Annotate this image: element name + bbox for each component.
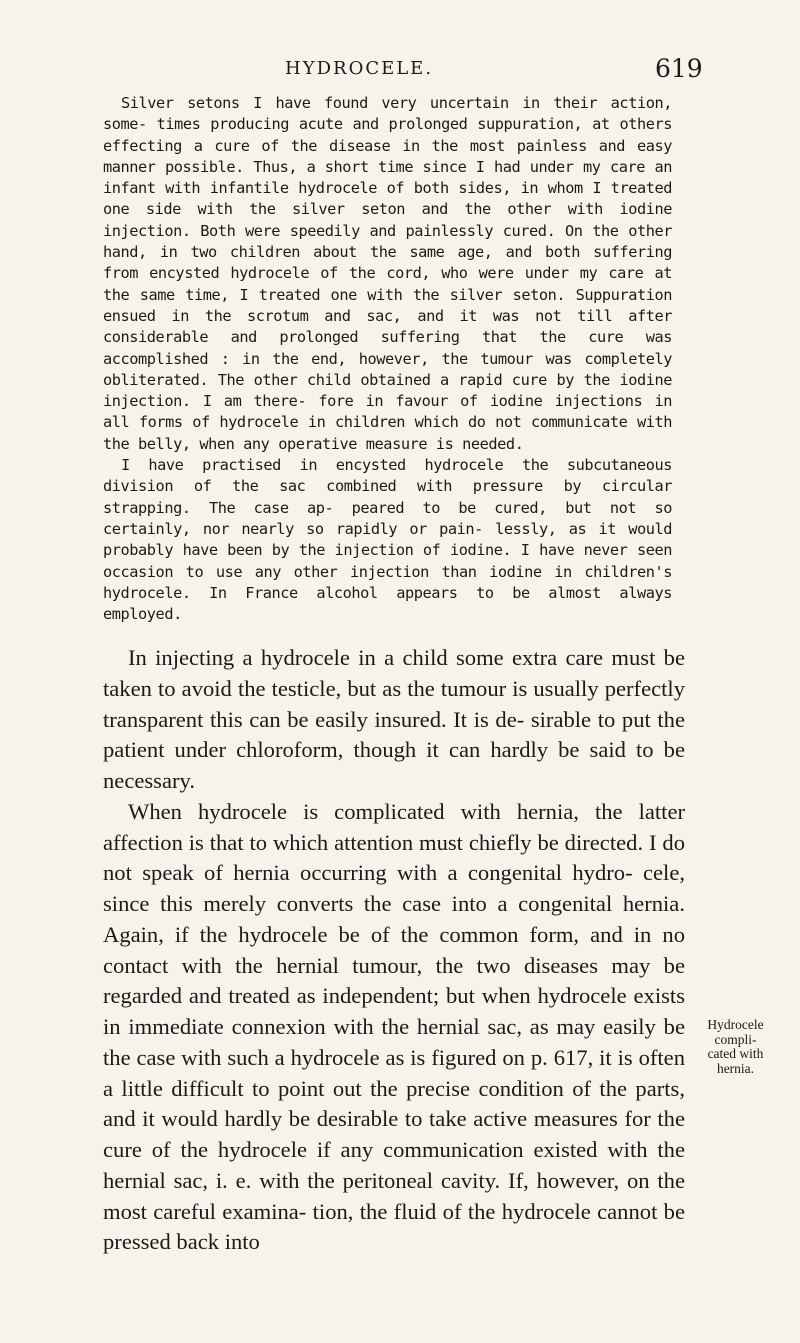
margin-note-line: hernia. [716, 1060, 755, 1076]
margin-note-line: Hydrocele [707, 1017, 764, 1032]
paragraph-injecting-child: In injecting a hydrocele in a child some extra care must be taken to avoid the testicle, but as the tumour is usually perfectly transparent this can be easily insured. It is de- sirable to put the patient under chloroform, though it can hardly be said to be necessary. [103, 645, 685, 793]
small-print-section [103, 93, 672, 625]
running-title: HYDROCELE. [285, 58, 434, 79]
margin-note-line: cated with [707, 1046, 764, 1061]
margin-note-line: compli- [714, 1031, 757, 1047]
running-head [0, 54, 800, 88]
paragraph-subcutaneous-division: I have practised in encysted hydrocele the subcutaneous division of the sac combined with pressure by circular strapping. The case ap- peared to be cured, but not so certainly, nor nearly so rapidly or pain- lessly, as it would probably have been by the injection of iodine. I have never seen occasion to use any other injection than iodine in children's hydrocele. In France alcohol appears to be almost always employed. [103, 456, 672, 624]
paragraph-silver-setons: Silver setons I have found very uncertain in their action, some- times producing acute and prolonged suppuration, at others effecting a cure of the disease in the most painless and easy manner possible. Thus, a short time since I had under my care an infant with infantile hydrocele of both sides, in whom I treated one side with the silver seton and the other with iodine injection. Both were speedily and painlessly cured. On the other hand, in two children about the same age, and both suffering from encysted hydrocele of the cord, who were under my care at the same time, I treated one with the silver seton. Suppuration ensued in the scrotum and sac, and it was not till after considerable and prolonged suffering that the cure was accomplished : in the end, however, the tumour was completely obliterated. The other child obtained a rapid cure by the iodine injection. I am there- fore in favour of iodine injections in all forms of hydrocele in children which do not communicate with the belly, when any operative measure is needed. [103, 94, 672, 453]
large-print-section [103, 643, 685, 1258]
margin-note [688, 1018, 783, 1076]
page-number: 619 [655, 54, 703, 83]
paragraph-hernia-complication: When hydrocele is complicated with hernia, the latter affection is that to which attention must chiefly be directed. I do not speak of hernia occurring with a congenital hydro- cele, since this merely converts the case into a congenital hernia. Again, if the hydrocele be of the common form, and in no contact with the hernial tumour, the two diseases may be regarded and treated as independent; but when hydrocele exists in immediate connexion with the hernial sac, as may easily be the case with such a hydrocele as is figured on p. 617, it is often a little difficult to point out the precise condition of the parts, and it would hardly be desirable to take active measures for the cure of the hydrocele if any communication existed with the hernial sac, i. e. with the peritoneal cavity. If, however, on the most careful examina- tion, the fluid of the hydrocele cannot be pressed back into [103, 798, 685, 1255]
